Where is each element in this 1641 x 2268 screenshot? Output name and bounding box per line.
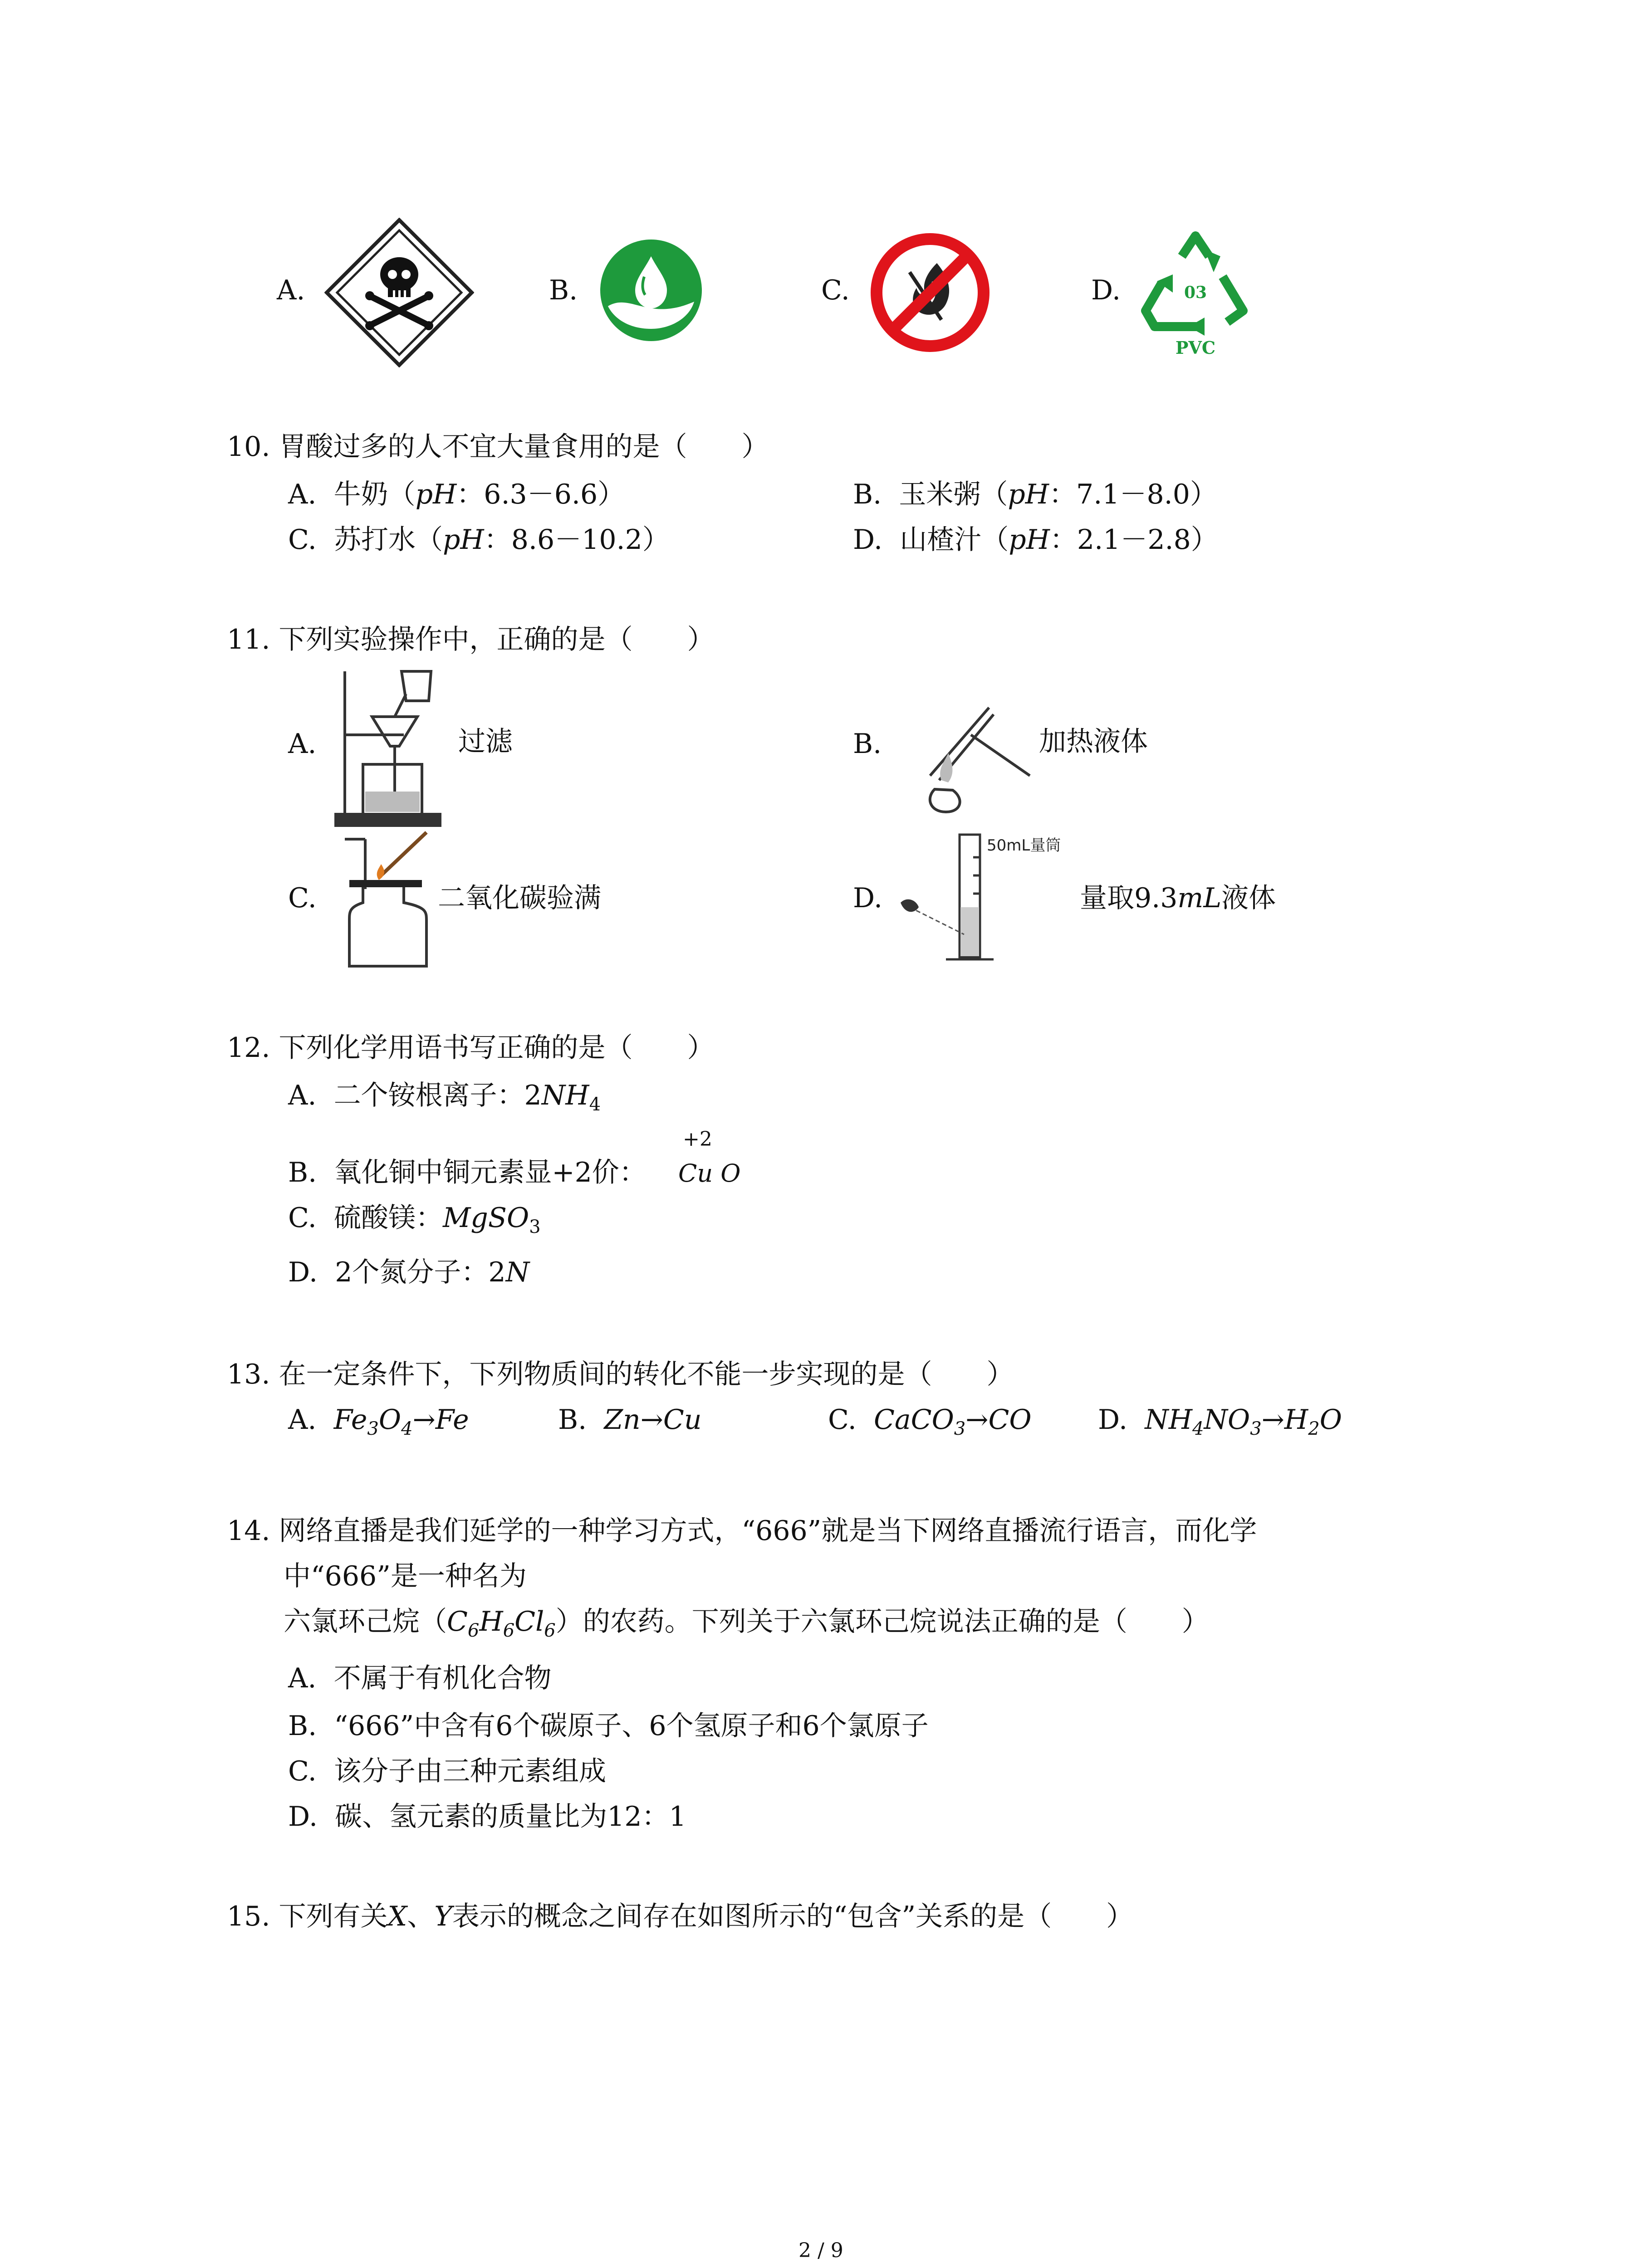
q12-b-o: O [720, 1159, 741, 1188]
q10-a-ph: pH [415, 479, 457, 510]
filtration-apparatus-icon [327, 662, 463, 830]
q15-y: Y [434, 1901, 452, 1932]
graduated-cylinder-icon [892, 830, 1082, 971]
q14-f1: C [447, 1606, 468, 1637]
q14-a-text: 不属于有机化合物 [333, 1662, 552, 1694]
recycle-pvc-icon [1136, 229, 1254, 361]
q10-a-letter: A. [288, 479, 317, 510]
q15-stem [227, 1903, 1133, 1930]
q13-b-1: Zn→Cu [604, 1404, 702, 1436]
q15-sep: 、 [407, 1901, 435, 1932]
q12-b-cu: Cu [678, 1159, 713, 1188]
q10-option-d [853, 524, 1218, 556]
q10-c-text: 苏打水（ [334, 524, 443, 556]
q11-stem: 11. 下列实验操作中，正确的是（ ） [227, 624, 715, 655]
q10-d-letter: D. [853, 524, 883, 556]
q11-b-text: 加热液体 [1039, 726, 1148, 758]
q13-c-letter: C. [828, 1404, 857, 1436]
q14-s3: 6 [544, 1620, 556, 1641]
q10-b-text: 玉米粥（ [899, 479, 1008, 510]
q13-option-c [828, 1406, 1032, 1438]
q14-line-3a: 六氯环己烷（ [284, 1606, 447, 1637]
q10-a-text: 牛奶（ [333, 479, 416, 510]
q14-f2: H [479, 1606, 503, 1637]
q12-b-letter: B. [288, 1157, 317, 1188]
q12-option-d [288, 1256, 530, 1288]
q14-d-letter: D. [288, 1801, 318, 1833]
q10-a-range: ：6.3－6.6） [456, 479, 625, 510]
q13-b-letter: B. [558, 1404, 587, 1436]
q14-option-d [288, 1801, 686, 1833]
q12-a-letter: A. [288, 1080, 317, 1111]
q13-d-letter: D. [1098, 1404, 1128, 1436]
q12-d-text: 2个氮分子：2 [335, 1256, 506, 1288]
q10-d-range: ：2.1－2.8） [1049, 524, 1218, 556]
q14-line-3 [284, 1608, 1209, 1640]
q13-option-d [1098, 1406, 1342, 1438]
recycle-label: PVC [1175, 337, 1216, 358]
q13-d-4: O [1319, 1404, 1342, 1436]
q14-f3: Cl [514, 1606, 544, 1637]
q10-b-letter: B. [853, 479, 882, 510]
q13-a-3: →Fe [412, 1404, 469, 1436]
q14-c-letter: C. [288, 1755, 317, 1787]
q12-c-sub: 3 [529, 1217, 541, 1237]
q12-b-valence: +2 [683, 1128, 712, 1151]
q12-a-sub: 4 [589, 1094, 601, 1115]
q10-c-ph: pH [443, 524, 484, 556]
q11-d-text-1: 量取9.3 [1080, 882, 1178, 914]
q10-c-letter: C. [288, 524, 317, 556]
q11-d-text-ml: mL [1177, 882, 1222, 914]
q12-b-text: 氧化铜中铜元素显+2价： [334, 1157, 647, 1188]
q12-a-formula: NH [541, 1080, 589, 1111]
q13-d-3: →H [1261, 1404, 1308, 1436]
q12-d-formula: N [505, 1256, 530, 1288]
q11-d-text-2: 液体 [1221, 882, 1276, 914]
q10-d-ph: pH [1009, 524, 1050, 556]
q12-b-cuo [678, 1161, 741, 1186]
q11-a-text: 过滤 [458, 726, 513, 758]
q13-d-2: NO [1204, 1404, 1250, 1436]
q14-option-a [288, 1662, 552, 1694]
q13-option-a [288, 1406, 469, 1438]
q11-c-text: 二氧化碳验满 [438, 882, 601, 914]
q13-d-s3: 2 [1308, 1418, 1320, 1439]
q10-option-b [853, 481, 1217, 508]
q13-d-1: NH [1145, 1404, 1193, 1436]
q9-option-b-letter: B. [549, 274, 578, 306]
q13-c-s1: 3 [954, 1418, 966, 1439]
q11-c-letter: C. [288, 882, 317, 914]
q13-a-2: O [378, 1404, 402, 1436]
q14-b-letter: B. [288, 1710, 317, 1742]
q12-stem: 12. 下列化学用语书写正确的是（ ） [227, 1032, 715, 1064]
q15-post: 表示的概念之间存在如图所示的“包含”关系的是（ ） [452, 1901, 1134, 1932]
water-saving-icon [599, 238, 703, 342]
q10-b-range: ：7.1－8.0） [1049, 479, 1217, 510]
q10-stem: 10. 胃酸过多的人不宜大量食用的是（ ） [227, 431, 769, 463]
q14-c-text: 该分子由三种元素组成 [334, 1755, 606, 1787]
heating-liquid-icon [903, 685, 1039, 821]
q13-stem: 13. 在一定条件下，下列物质间的转化不能一步实现的是（ ） [227, 1359, 1014, 1390]
q9-option-d-letter: D. [1091, 274, 1121, 306]
q10-c-range: ：8.6－10.2） [484, 524, 670, 556]
toxic-diamond-icon [324, 218, 474, 367]
q14-a-letter: A. [288, 1662, 317, 1694]
q12-c-letter: C. [288, 1202, 317, 1234]
no-fire-icon [869, 231, 991, 354]
q14-option-b [288, 1712, 929, 1740]
q14-option-c [288, 1755, 606, 1787]
q11-b-letter: B. [853, 728, 882, 760]
q12-d-letter: D. [288, 1256, 318, 1288]
recycle-code: 03 [1184, 283, 1207, 302]
q14-line-2: 中“666”是一种名为 [284, 1560, 527, 1592]
q10-option-c [288, 524, 670, 556]
q13-a-s2: 4 [401, 1418, 413, 1439]
q10-b-ph: pH [1008, 479, 1049, 510]
q13-a-letter: A. [288, 1404, 317, 1436]
q12-a-text: 二个铵根离子：2 [333, 1080, 542, 1111]
q14-line-1: 14. 网络直播是我们延学的一种学习方式，“666”就是当下网络直播流行语言，而化学 [227, 1515, 1257, 1547]
q15-pre: 15. 下列有关 [227, 1901, 388, 1932]
q11-a-letter: A. [288, 728, 317, 760]
q15-x: X [387, 1901, 407, 1932]
q14-line-3b: ）的农药。下列关于六氯环己烷说法正确的是（ ） [555, 1606, 1209, 1637]
q14-s2: 6 [503, 1620, 515, 1641]
page-number: 2 / 9 [798, 2239, 843, 2262]
q13-a-1: Fe [333, 1404, 367, 1436]
q10-d-text: 山楂汁（ [900, 524, 1009, 556]
q13-option-b [558, 1404, 702, 1436]
q12-c-formula: MgSO [443, 1202, 529, 1234]
q9-option-a-letter: A. [277, 274, 305, 306]
q11-d-text [1080, 882, 1276, 914]
q14-b-text: “666”中含有6个碳原子、6个氢原子和6个氯原子 [334, 1710, 929, 1742]
q13-d-s1: 4 [1192, 1418, 1204, 1439]
q11-d-letter: D. [853, 882, 883, 914]
q12-option-a [288, 1082, 601, 1114]
q12-option-b [288, 1159, 647, 1186]
q12-option-c [288, 1204, 541, 1236]
q14-d-text: 碳、氢元素的质量比为12：1 [335, 1801, 686, 1833]
q13-c-1: CaCO [874, 1404, 954, 1436]
q14-s1: 6 [467, 1620, 480, 1641]
q13-d-s2: 3 [1250, 1418, 1262, 1439]
q13-a-s1: 3 [367, 1418, 379, 1439]
q13-c-2: →CO [965, 1404, 1032, 1436]
q9-option-c-letter: C. [821, 274, 850, 306]
q12-c-text: 硫酸镁： [334, 1202, 443, 1234]
co2-test-bottle-icon [336, 830, 440, 971]
q10-option-a [288, 481, 625, 508]
cylinder-label: 50mL量筒 [987, 836, 1061, 855]
